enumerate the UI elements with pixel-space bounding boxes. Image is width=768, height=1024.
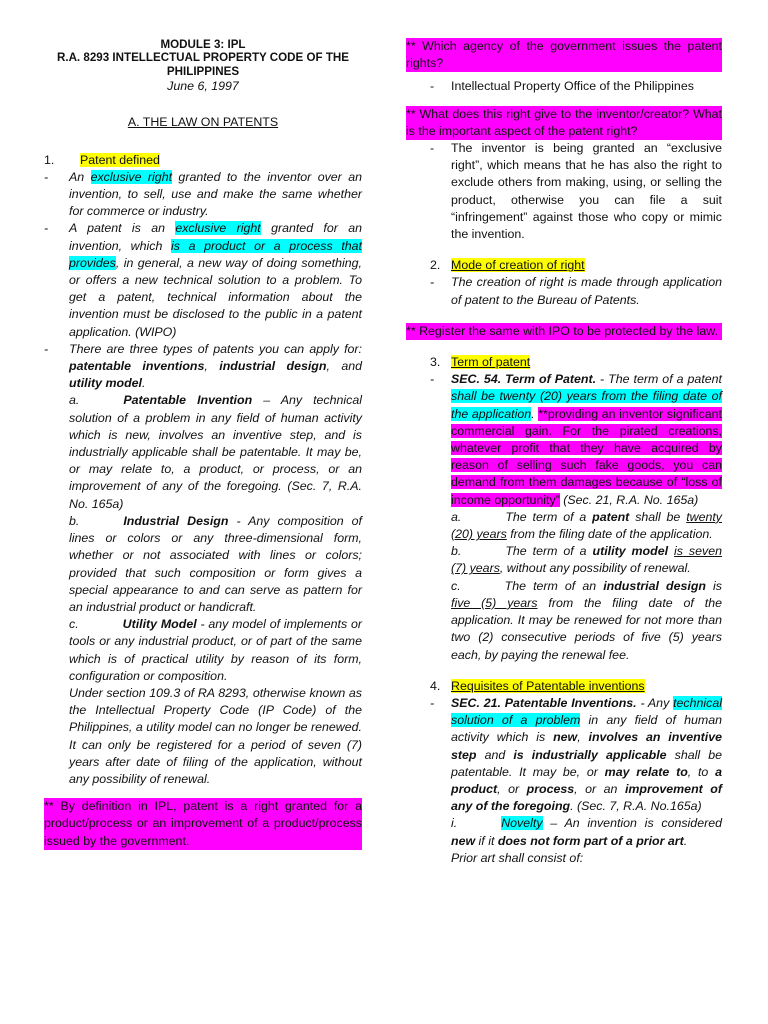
heading-patent-defined: 1. Patent defined xyxy=(44,152,160,167)
requisites-text: - SEC. 21. Patentable Inventions. - Any technical solution of a problem in any field of human activity which is new, involves an inventive step and is industrially applicable shall be patentable. It may be, or may relate to, to a product, or process, or an improvement of any of the foregoing. (Sec. 7, R.A. No.165a) xyxy=(430,695,723,814)
heading-requisites: 4. Requisites of Patentable inventions xyxy=(430,678,645,693)
type-utility-model: c. Utility Model - any model of implements or tools or any industrial product, or of part of the same which is of practical utility by reason of its form, configuration or composition. xyxy=(69,617,362,683)
term-utility-model-item: b. The term of a utility model is seven (7) years, without any possibility of renewal. xyxy=(451,544,722,576)
law-title: R.A. 8293 INTELLECTUAL PROPERTY CODE OF THE PHILIPPINES xyxy=(56,51,350,78)
definition-note: ** By definition in IPL, patent is a right granted for a product/process or an improvement of a product/process issued by the government. xyxy=(44,798,362,850)
register-note: ** Register the same with IPO to be protected by the law. xyxy=(406,323,722,340)
question-agency: ** Which agency of the government issues the patent rights? xyxy=(406,38,722,72)
section-title: A. THE LAW ON PATENTS xyxy=(127,115,279,130)
novelty-item: i. Novelty – An invention is considered new if it does not form part of a prior art. Prior art shall consist of: xyxy=(451,816,722,865)
right-column xyxy=(406,38,722,867)
heading-term-of-patent: 3. Term of patent xyxy=(430,355,531,370)
heading-mode-of-creation: 2. Mode of creation of right xyxy=(430,258,585,273)
mode-of-creation-text: - The creation of right is made through application of patent to the Bureau of Patents. xyxy=(430,275,722,307)
utility-model-note: Under section 109.3 of RA 8293, otherwise known as the Intellectual Property Code (IP Code) of the Philippines, a utility model can no longer be renewed. It can only be registered for a period of seven (7) years after date of filing of the application, without any possibility of renewal. xyxy=(69,685,362,786)
question-right: ** What does this right give to the inventor/creator? What is the important aspect of the patent right? xyxy=(406,106,722,140)
definition-paragraph-2: - A patent is an exclusive right granted for an invention, which is a product or a process that provides, in general, a new way of doing something, or offers a new technical solution to a problem. To get a patent, technical information about the invention must be disclosed to the public in a patent application. (WIPO) xyxy=(44,221,362,339)
left-column xyxy=(44,38,362,850)
module-title: MODULE 3: IPL xyxy=(160,38,246,51)
definition-paragraph-1: - An exclusive right granted to the inventor over an invention, to sell, use and make the same whether for commerce or industry. xyxy=(44,169,362,219)
type-industrial-design: b. Industrial Design - Any composition of lines or colors or any three-dimensional form, whether or not associated with lines or colors; provided that such composition or form gives a special appearance to and can serve as pattern for an industrial product or handicraft. xyxy=(69,513,362,614)
term-industrial-design-item: c. The term of an industrial design is five (5) years from the filing date of the application. It may be renewed for not more than two (2) consecutive periods of five (5) years each, by paying the renewal fee. xyxy=(451,578,722,662)
answer-right: - The inventor is being granted an “exclusive right”, which means that he has also the right to exclude others from making, using, or selling the product, otherwise you can file a suit “infringement” against those who copy or mimic the invention. xyxy=(430,141,722,242)
term-patent-item: a. The term of a patent shall be twenty (20) years from the filing date of the application. xyxy=(451,509,722,542)
patent-types-paragraph: - There are three types of patents you can apply for: patentable inventions, industrial design, and utility model. xyxy=(44,341,363,391)
answer-agency: - Intellectual Property Office of the Philippines xyxy=(430,79,694,94)
law-date: June 6, 1997 xyxy=(167,79,239,94)
type-patentable-invention: a. Patentable Invention – Any technical solution of a problem in any field of human activity which is new, involves an inventive step, and is industrially applicable shall be patentable. It may be, or may relate to, a product, or process, or an improvement of any of the foregoing. (Sec. 7, R.A. No. 165a) xyxy=(69,393,363,511)
term-of-patent-text: - SEC. 54. Term of Patent. - The term of a patent shall be twenty (20) years from the filing date of the application. **providing an inventor significant commercial gain. For the pirated creations, whatever profit that they have acquired by reason of selling such fake goods, you can demand from them damages because of “loss of income opportunity” (Sec. 21, R.A. No. 165a) xyxy=(430,372,723,507)
